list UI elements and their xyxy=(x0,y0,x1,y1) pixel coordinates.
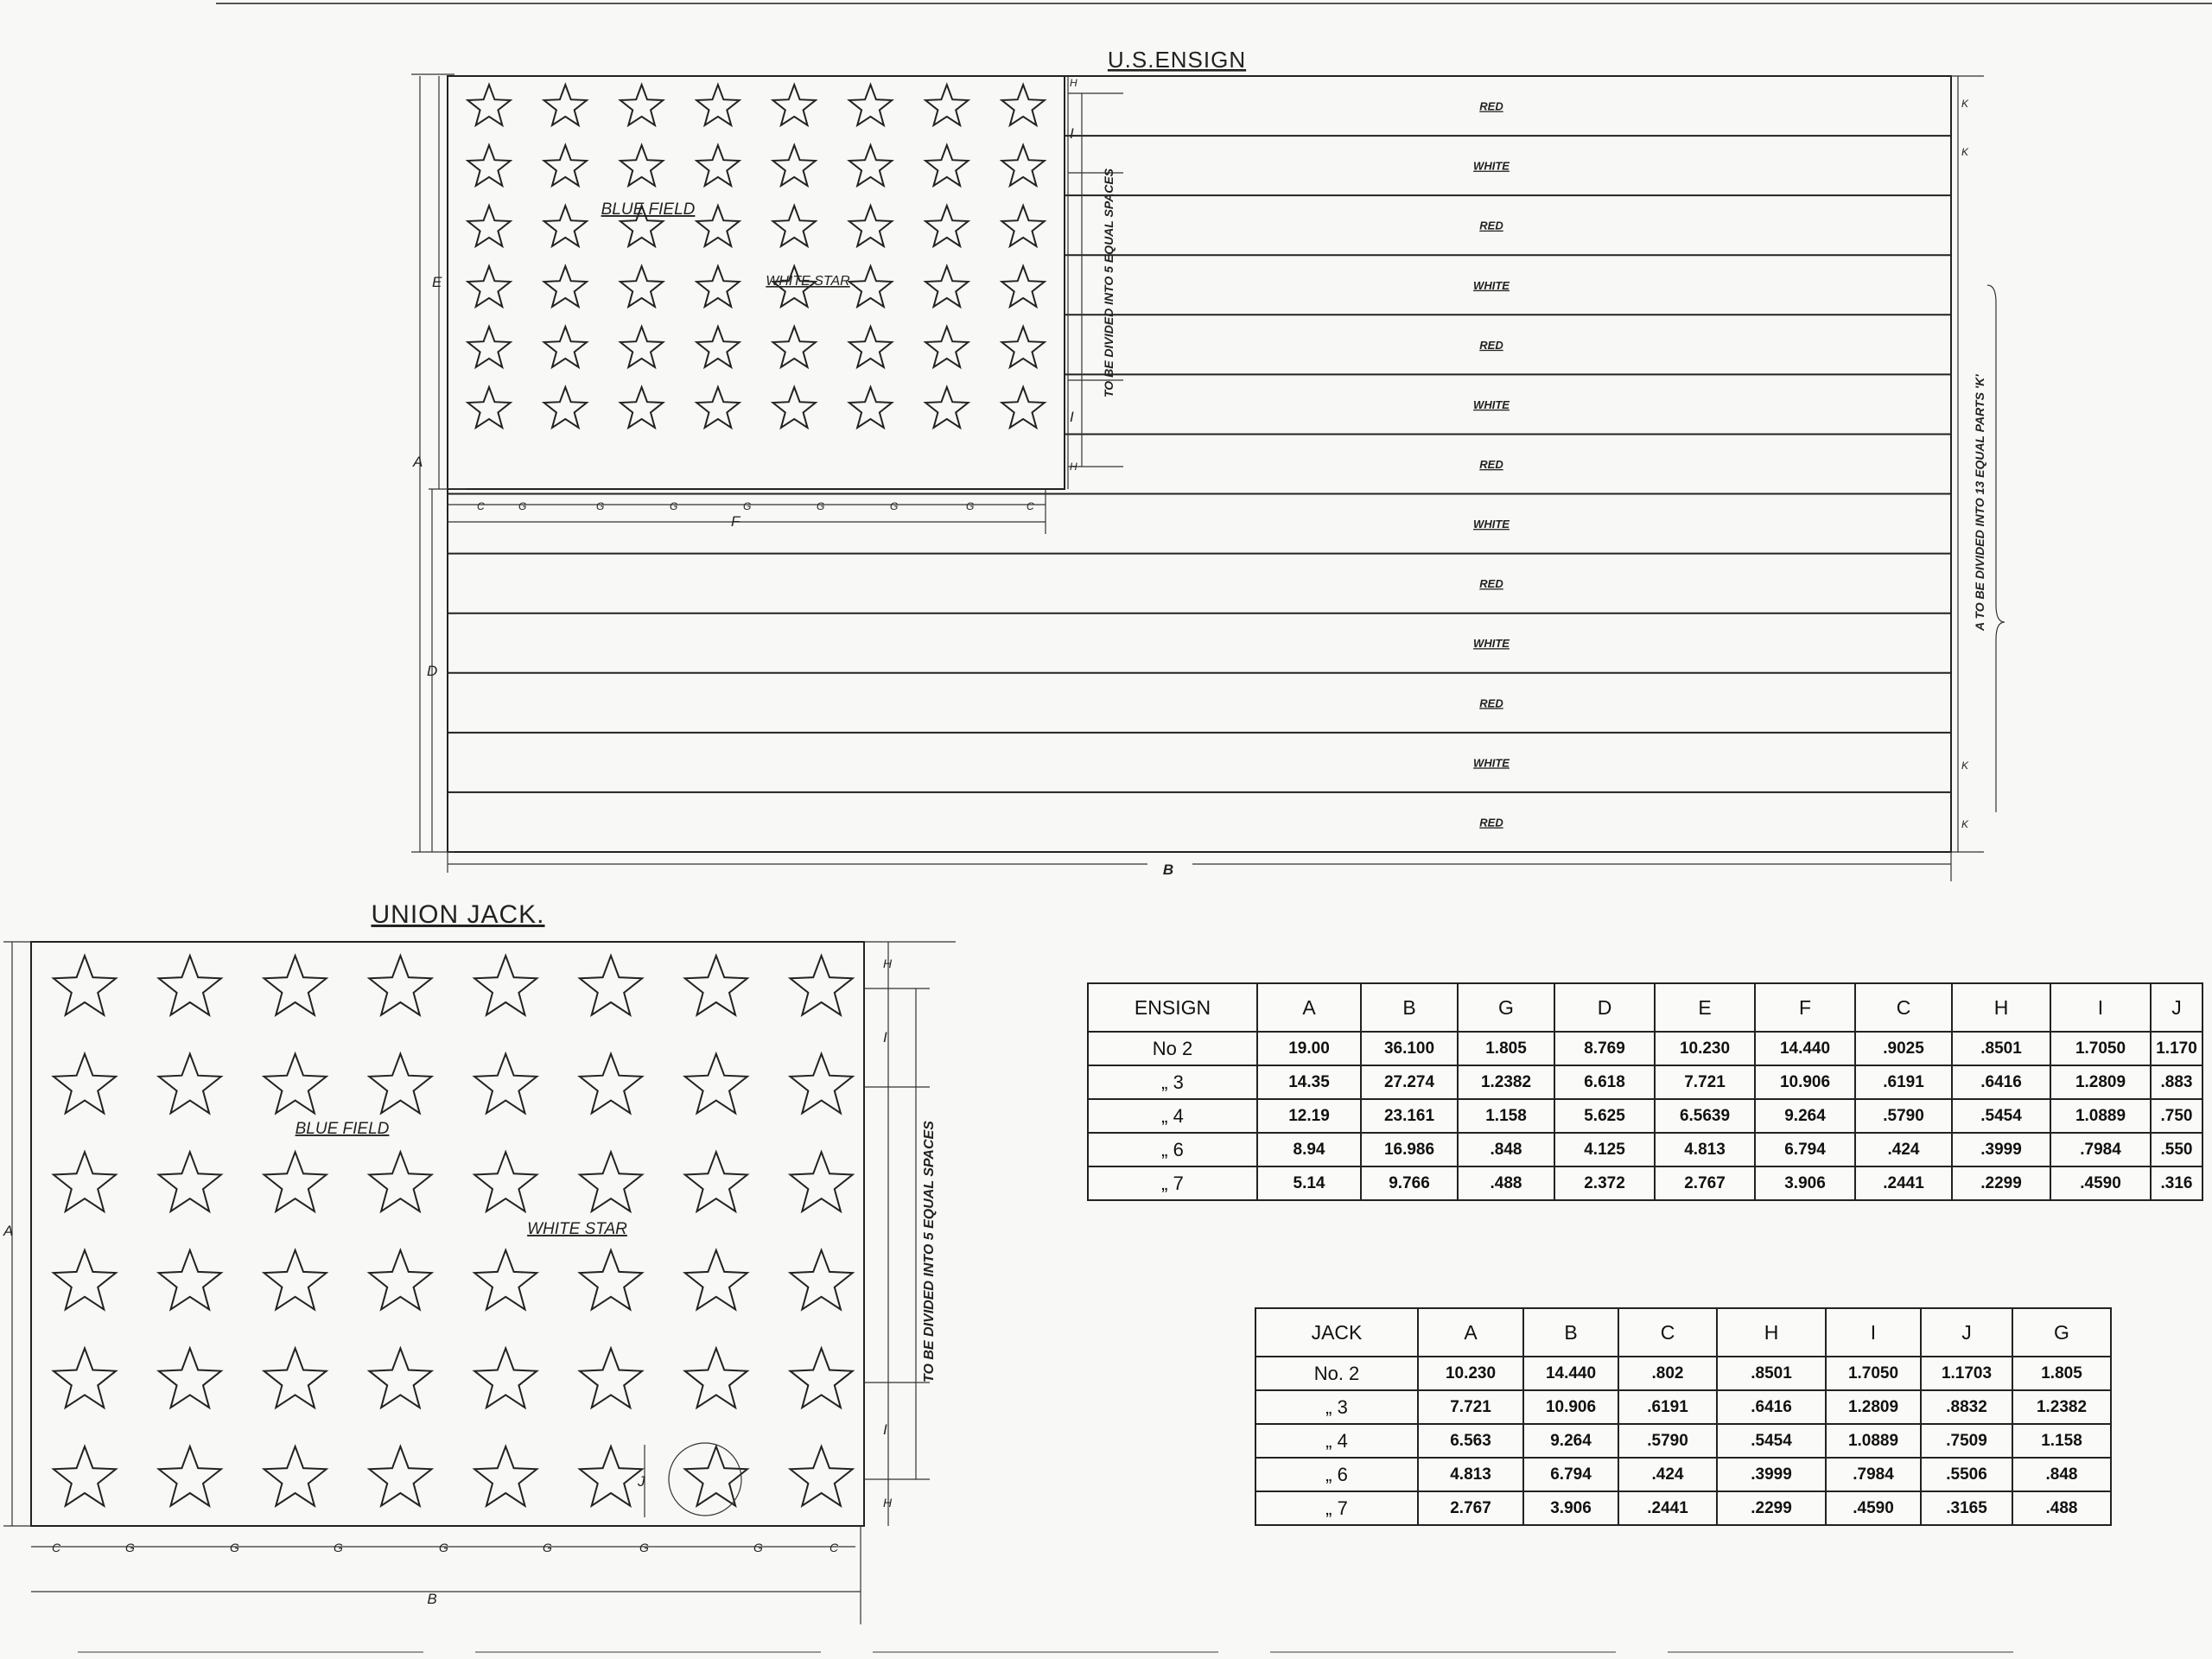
star-icon xyxy=(159,1250,221,1310)
ensign-canton-right-dimensions xyxy=(1068,76,1123,489)
star-icon xyxy=(773,327,816,367)
ensign-table-cell: 1.7050 xyxy=(2050,1032,2151,1065)
star-icon xyxy=(620,85,663,125)
ensign-table-cell: 6.618 xyxy=(1554,1065,1655,1099)
ensign-star-spacing-note: TO BE DIVIDED INTO 5 EQUAL SPACES xyxy=(1102,168,1116,397)
star-icon xyxy=(685,1152,747,1211)
ensign-dim-H-top: H xyxy=(1070,77,1077,89)
ensign-dim-K-4: K xyxy=(1961,818,1969,830)
star-icon xyxy=(369,956,431,1015)
ensign-table-cell: No 2 xyxy=(1088,1032,1257,1065)
star-icon xyxy=(474,1250,537,1310)
jack-table-cell: 7.721 xyxy=(1418,1390,1523,1424)
stripe-label: WHITE xyxy=(1473,278,1510,292)
star-icon xyxy=(54,1446,116,1506)
jack-table-header-4: H xyxy=(1717,1308,1826,1357)
star-icon xyxy=(620,327,663,367)
stripe-label: RED xyxy=(1479,219,1503,232)
ensign-dim-G-2: G xyxy=(596,500,605,512)
star-icon xyxy=(620,145,663,186)
stripe-label: RED xyxy=(1479,577,1503,591)
jack-star-grid xyxy=(54,956,853,1506)
star-icon xyxy=(54,1348,116,1408)
jack-left-dimension xyxy=(3,942,31,1526)
ensign-table-cell: „ 6 xyxy=(1088,1133,1257,1166)
star-icon xyxy=(696,206,739,246)
star-icon xyxy=(54,1250,116,1310)
star-icon xyxy=(925,85,968,125)
star-icon xyxy=(620,266,663,307)
ensign-dim-G-6: G xyxy=(890,500,899,512)
ensign-table-cell: 2.372 xyxy=(1554,1166,1655,1200)
ensign-table-cell: 1.2382 xyxy=(1458,1065,1554,1099)
ensign-table-cell: .848 xyxy=(1458,1133,1554,1166)
jack-dim-B: B xyxy=(427,1591,437,1607)
star-icon xyxy=(544,327,587,367)
jack-dim-C-left: C xyxy=(52,1541,61,1554)
stripe-label: WHITE xyxy=(1473,397,1510,411)
ensign-star-grid xyxy=(467,85,1045,428)
ensign-table-cell: .4590 xyxy=(2050,1166,2151,1200)
jack-dim-C-right: C xyxy=(830,1541,839,1554)
ensign-dim-K-3: K xyxy=(1961,760,1969,772)
star-icon xyxy=(791,956,853,1015)
stripe-label: RED xyxy=(1479,816,1503,830)
jack-table-cell: .6416 xyxy=(1717,1390,1826,1424)
jack-table-cell: 14.440 xyxy=(1523,1357,1618,1390)
table-row xyxy=(1255,1357,2111,1390)
star-icon xyxy=(685,1054,747,1114)
star-icon xyxy=(369,1446,431,1506)
jack-table-cell: .424 xyxy=(1618,1458,1717,1491)
ensign-table-cell: 19.00 xyxy=(1257,1032,1361,1065)
ensign-table-cell: 4.813 xyxy=(1655,1133,1755,1166)
star-icon xyxy=(849,387,892,428)
jack-table-cell: .3999 xyxy=(1717,1458,1826,1491)
ensign-dim-E: E xyxy=(432,274,442,290)
star-icon xyxy=(159,956,221,1015)
jack-table-cell: No. 2 xyxy=(1255,1357,1418,1390)
ensign-table-cell: 5.14 xyxy=(1257,1166,1361,1200)
ensign-table-cell: .9025 xyxy=(1855,1032,1952,1065)
ensign-dim-C-right: C xyxy=(1027,500,1034,512)
ensign-dim-I-bottom: I xyxy=(1070,409,1074,425)
ensign-table-cell: .6191 xyxy=(1855,1065,1952,1099)
star-icon xyxy=(685,956,747,1015)
star-icon xyxy=(685,1446,747,1506)
ensign-table-header-4: D xyxy=(1554,983,1655,1032)
ensign-white-star-label: WHITE STAR xyxy=(766,274,850,289)
jack-table-header-3: C xyxy=(1618,1308,1717,1357)
ensign-stripe-labels xyxy=(1473,100,1510,830)
star-icon xyxy=(369,1250,431,1310)
ensign-table-header-6: F xyxy=(1755,983,1855,1032)
star-icon xyxy=(849,206,892,246)
star-icon xyxy=(1001,387,1044,428)
star-icon xyxy=(791,1152,853,1211)
ensign-dimensions-table xyxy=(1087,982,2203,1201)
stripe-label: WHITE xyxy=(1473,159,1510,173)
jack-table-cell: 1.805 xyxy=(2012,1357,2111,1390)
star-icon xyxy=(696,387,739,428)
jack-table-cell: 1.1703 xyxy=(1921,1357,2012,1390)
jack-table-cell: 1.2809 xyxy=(1826,1390,1921,1424)
ensign-table-cell: 1.170 xyxy=(2151,1032,2202,1065)
star-icon xyxy=(474,1054,537,1114)
jack-table-cell: 6.563 xyxy=(1418,1424,1523,1458)
jack-flag-outline xyxy=(31,942,864,1526)
ensign-table-header-1: A xyxy=(1257,983,1361,1032)
ensign-table-header-2: B xyxy=(1361,983,1458,1032)
table-row xyxy=(1255,1390,2111,1424)
ensign-flag-outline xyxy=(448,76,1951,852)
ensign-dim-G-1: G xyxy=(518,500,527,512)
star-icon xyxy=(849,85,892,125)
jack-table-cell: 10.230 xyxy=(1418,1357,1523,1390)
star-icon xyxy=(925,145,968,186)
star-icon xyxy=(773,145,816,186)
ensign-dim-B: B xyxy=(1162,861,1174,878)
jack-table-cell: 3.906 xyxy=(1523,1491,1618,1525)
jack-star-circle xyxy=(669,1443,741,1516)
jack-table-header-0: JACK xyxy=(1255,1308,1418,1357)
jack-table-cell: „ 4 xyxy=(1255,1424,1418,1458)
star-icon xyxy=(580,1054,642,1114)
stripe-label: WHITE xyxy=(1473,756,1510,770)
jack-table-cell: .2441 xyxy=(1618,1491,1717,1525)
table-row xyxy=(1255,1458,2111,1491)
star-icon xyxy=(925,327,968,367)
ensign-table-cell: 5.625 xyxy=(1554,1099,1655,1133)
jack-table-cell: .3165 xyxy=(1921,1491,2012,1525)
jack-dim-G-5: G xyxy=(543,1541,552,1554)
ensign-table-cell: 23.161 xyxy=(1361,1099,1458,1133)
ensign-union-canton xyxy=(448,76,1065,489)
star-icon xyxy=(580,1152,642,1211)
jack-table-cell: „ 6 xyxy=(1255,1458,1418,1491)
jack-title: UNION JACK. xyxy=(371,900,545,929)
jack-table-cell: .5506 xyxy=(1921,1458,2012,1491)
star-icon xyxy=(54,1152,116,1211)
ensign-dim-A: A xyxy=(413,454,423,470)
ensign-table-cell: 6.794 xyxy=(1755,1133,1855,1166)
ensign-left-dimensions xyxy=(411,74,467,852)
star-icon xyxy=(474,1348,537,1408)
jack-table-cell: .4590 xyxy=(1826,1491,1921,1525)
ensign-dim-G-5: G xyxy=(817,500,825,512)
star-icon xyxy=(369,1152,431,1211)
ensign-blue-field-label: BLUE FIELD xyxy=(601,200,696,219)
ensign-table-cell: 1.158 xyxy=(1458,1099,1554,1133)
jack-right-dimensions xyxy=(637,942,956,1526)
star-icon xyxy=(474,1152,537,1211)
jack-table-cell: .6191 xyxy=(1618,1390,1717,1424)
table-row xyxy=(1088,1133,2202,1166)
ensign-table-cell: .424 xyxy=(1855,1133,1952,1166)
jack-dim-G-6: G xyxy=(639,1541,649,1554)
jack-dim-G-7: G xyxy=(753,1541,763,1554)
star-icon xyxy=(773,387,816,428)
jack-table-cell: .488 xyxy=(2012,1491,2111,1525)
jack-dimensions-table xyxy=(1255,1307,2112,1526)
star-icon xyxy=(467,266,510,307)
ensign-table-cell: .488 xyxy=(1458,1166,1554,1200)
jack-table-header-7: G xyxy=(2012,1308,2111,1357)
star-icon xyxy=(580,1446,642,1506)
jack-table-cell: 1.0889 xyxy=(1826,1424,1921,1458)
jack-table-cell: „ 7 xyxy=(1255,1491,1418,1525)
star-icon xyxy=(467,145,510,186)
ensign-table-header-8: H xyxy=(1952,983,2050,1032)
star-icon xyxy=(369,1054,431,1114)
ensign-table-cell: .3999 xyxy=(1952,1133,2050,1166)
star-icon xyxy=(849,145,892,186)
ensign-table-header-9: I xyxy=(2050,983,2151,1032)
star-icon xyxy=(264,1250,327,1310)
table-row xyxy=(1088,1166,2202,1200)
jack-star-spacing-note: TO BE DIVIDED INTO 5 EQUAL SPACES xyxy=(922,1121,937,1382)
jack-dim-I-top: I xyxy=(883,1029,887,1046)
jack-dim-J: J xyxy=(638,1473,645,1490)
star-icon xyxy=(544,387,587,428)
ensign-dim-C-left: C xyxy=(477,500,485,512)
jack-table-cell: 4.813 xyxy=(1418,1458,1523,1491)
star-icon xyxy=(696,85,739,125)
stripe-label: WHITE xyxy=(1473,518,1510,531)
ensign-table-cell: 27.274 xyxy=(1361,1065,1458,1099)
star-icon xyxy=(544,145,587,186)
ensign-table-cell: .2441 xyxy=(1855,1166,1952,1200)
ensign-stripe-lines xyxy=(448,136,1951,792)
ensign-table-cell: .883 xyxy=(2151,1065,2202,1099)
jack-table-cell: .5790 xyxy=(1618,1424,1717,1458)
star-icon xyxy=(264,1054,327,1114)
jack-table-cell: .848 xyxy=(2012,1458,2111,1491)
jack-table-cell: 2.767 xyxy=(1418,1491,1523,1525)
ensign-table-cell: 8.769 xyxy=(1554,1032,1655,1065)
jack-table-header-6: J xyxy=(1921,1308,2012,1357)
star-icon xyxy=(1001,327,1044,367)
star-icon xyxy=(620,387,663,428)
ensign-table-cell: .5454 xyxy=(1952,1099,2050,1133)
ensign-table-cell: 14.440 xyxy=(1755,1032,1855,1065)
star-icon xyxy=(791,1348,853,1408)
ensign-right-dimensions xyxy=(1951,76,2005,852)
star-icon xyxy=(369,1348,431,1408)
ensign-table-header-5: E xyxy=(1655,983,1755,1032)
star-icon xyxy=(685,1348,747,1408)
star-icon xyxy=(849,266,892,307)
ensign-table-cell: 14.35 xyxy=(1257,1065,1361,1099)
star-icon xyxy=(474,956,537,1015)
stripe-label: RED xyxy=(1479,338,1503,352)
star-icon xyxy=(791,1054,853,1114)
jack-table-cell: .7509 xyxy=(1921,1424,2012,1458)
star-icon xyxy=(54,1054,116,1114)
ensign-bottom-dimension xyxy=(448,852,1951,881)
ensign-dim-K-2: K xyxy=(1961,146,1969,158)
star-icon xyxy=(925,206,968,246)
ensign-table-cell: .6416 xyxy=(1952,1065,2050,1099)
ensign-stripe-division-note: A TO BE DIVIDED INTO 13 EQUAL PARTS 'K' xyxy=(1973,374,1986,631)
jack-dim-G-4: G xyxy=(439,1541,448,1554)
table-row xyxy=(1088,1065,2202,1099)
table-row xyxy=(1255,1424,2111,1458)
star-icon xyxy=(264,956,327,1015)
star-icon xyxy=(773,206,816,246)
ensign-table-cell: 9.264 xyxy=(1755,1099,1855,1133)
jack-dim-G-1: G xyxy=(125,1541,135,1554)
jack-table-cell: 9.264 xyxy=(1523,1424,1618,1458)
ensign-table-header-7: C xyxy=(1855,983,1952,1032)
jack-table-cell: 6.794 xyxy=(1523,1458,1618,1491)
jack-dim-G-2: G xyxy=(230,1541,239,1554)
star-icon xyxy=(467,206,510,246)
star-icon xyxy=(925,266,968,307)
ensign-table-cell: 10.230 xyxy=(1655,1032,1755,1065)
ensign-table-cell: „ 3 xyxy=(1088,1065,1257,1099)
ensign-table-cell: 3.906 xyxy=(1755,1166,1855,1200)
ensign-table-cell: .550 xyxy=(2151,1133,2202,1166)
jack-dim-H-bottom: H xyxy=(883,1496,893,1510)
ensign-dim-G-3: G xyxy=(670,500,678,512)
ensign-table-cell: 1.0889 xyxy=(2050,1099,2151,1133)
jack-white-star-label: WHITE STAR xyxy=(527,1220,627,1238)
ensign-table-header-10: J xyxy=(2151,983,2202,1032)
ensign-table-cell: .7984 xyxy=(2050,1133,2151,1166)
jack-table-header-5: I xyxy=(1826,1308,1921,1357)
table-row xyxy=(1088,1032,2202,1065)
jack-bottom-dimensions xyxy=(31,1526,861,1624)
stripe-label: RED xyxy=(1479,696,1503,710)
ensign-table-cell: 16.986 xyxy=(1361,1133,1458,1166)
jack-dim-H-top: H xyxy=(883,957,893,970)
ensign-table-cell: .750 xyxy=(2151,1099,2202,1133)
ensign-table-cell: „ 7 xyxy=(1088,1166,1257,1200)
jack-table-cell: .5454 xyxy=(1717,1424,1826,1458)
ensign-dim-F: F xyxy=(731,513,741,530)
jack-table-cell: „ 3 xyxy=(1255,1390,1418,1424)
ensign-table-header-3: G xyxy=(1458,983,1554,1032)
ensign-table-cell: 4.125 xyxy=(1554,1133,1655,1166)
star-icon xyxy=(54,956,116,1015)
table-row xyxy=(1088,1099,2202,1133)
jack-table-cell: 10.906 xyxy=(1523,1390,1618,1424)
star-icon xyxy=(791,1250,853,1310)
jack-table-cell: .8832 xyxy=(1921,1390,2012,1424)
jack-table-cell: .7984 xyxy=(1826,1458,1921,1491)
star-icon xyxy=(1001,145,1044,186)
star-icon xyxy=(580,1250,642,1310)
ensign-dim-G-4: G xyxy=(743,500,752,512)
star-icon xyxy=(580,1348,642,1408)
ensign-table-cell: 1.805 xyxy=(1458,1032,1554,1065)
star-icon xyxy=(264,1152,327,1211)
ensign-table-cell: „ 4 xyxy=(1088,1099,1257,1133)
star-icon xyxy=(159,1152,221,1211)
jack-table-cell: 1.7050 xyxy=(1826,1357,1921,1390)
star-icon xyxy=(773,85,816,125)
star-icon xyxy=(696,266,739,307)
star-icon xyxy=(544,266,587,307)
stripe-label: RED xyxy=(1479,458,1503,471)
ensign-table-cell: 9.766 xyxy=(1361,1166,1458,1200)
ensign-dim-K-1: K xyxy=(1961,98,1969,110)
star-icon xyxy=(467,327,510,367)
ensign-table-cell: .2299 xyxy=(1952,1166,2050,1200)
star-icon xyxy=(1001,85,1044,125)
ensign-table-cell: 10.906 xyxy=(1755,1065,1855,1099)
ensign-table-cell: 6.5639 xyxy=(1655,1099,1755,1133)
ensign-table-cell: 7.721 xyxy=(1655,1065,1755,1099)
ensign-canton-dimensions xyxy=(448,489,1046,534)
jack-table-header-2: B xyxy=(1523,1308,1618,1357)
star-icon xyxy=(696,145,739,186)
star-icon xyxy=(1001,266,1044,307)
star-icon xyxy=(1001,206,1044,246)
ensign-table-cell: 1.2809 xyxy=(2050,1065,2151,1099)
ensign-table-cell: .316 xyxy=(2151,1166,2202,1200)
star-icon xyxy=(467,387,510,428)
star-icon xyxy=(474,1446,537,1506)
ensign-dim-G-7: G xyxy=(966,500,975,512)
star-icon xyxy=(264,1446,327,1506)
table-row xyxy=(1255,1491,2111,1525)
jack-dim-I-bottom: I xyxy=(883,1421,887,1438)
star-icon xyxy=(849,327,892,367)
jack-blue-field-label: BLUE FIELD xyxy=(295,1120,390,1138)
star-icon xyxy=(580,956,642,1015)
ensign-table-cell: .8501 xyxy=(1952,1032,2050,1065)
jack-dim-G-3: G xyxy=(334,1541,343,1554)
jack-table-cell: 1.2382 xyxy=(2012,1390,2111,1424)
ensign-dim-H-bottom: H xyxy=(1070,461,1077,473)
jack-table-cell: 1.158 xyxy=(2012,1424,2111,1458)
stripe-label: RED xyxy=(1479,99,1503,113)
jack-table-cell: .2299 xyxy=(1717,1491,1826,1525)
ensign-table-cell: 36.100 xyxy=(1361,1032,1458,1065)
jack-dim-A: A xyxy=(3,1223,14,1239)
stripe-label: WHITE xyxy=(1473,637,1510,651)
ensign-table-header-0: ENSIGN xyxy=(1088,983,1257,1032)
jack-table-header-1: A xyxy=(1418,1308,1523,1357)
star-icon xyxy=(159,1446,221,1506)
star-icon xyxy=(925,387,968,428)
ensign-table-cell: 8.94 xyxy=(1257,1133,1361,1166)
ensign-title: U.S.ENSIGN xyxy=(1107,47,1247,73)
ensign-table-cell: .5790 xyxy=(1855,1099,1952,1133)
ensign-dim-D: D xyxy=(427,663,438,679)
star-icon xyxy=(696,327,739,367)
ensign-table-cell: 12.19 xyxy=(1257,1099,1361,1133)
star-icon xyxy=(159,1348,221,1408)
ensign-dim-I-top: I xyxy=(1070,125,1074,142)
star-icon xyxy=(544,206,587,246)
star-icon xyxy=(791,1446,853,1506)
jack-table-cell: .802 xyxy=(1618,1357,1717,1390)
star-icon xyxy=(264,1348,327,1408)
star-icon xyxy=(544,85,587,125)
ensign-table-cell: 2.767 xyxy=(1655,1166,1755,1200)
star-icon xyxy=(685,1250,747,1310)
star-icon xyxy=(467,85,510,125)
star-icon xyxy=(159,1054,221,1114)
jack-table-cell: .8501 xyxy=(1717,1357,1826,1390)
